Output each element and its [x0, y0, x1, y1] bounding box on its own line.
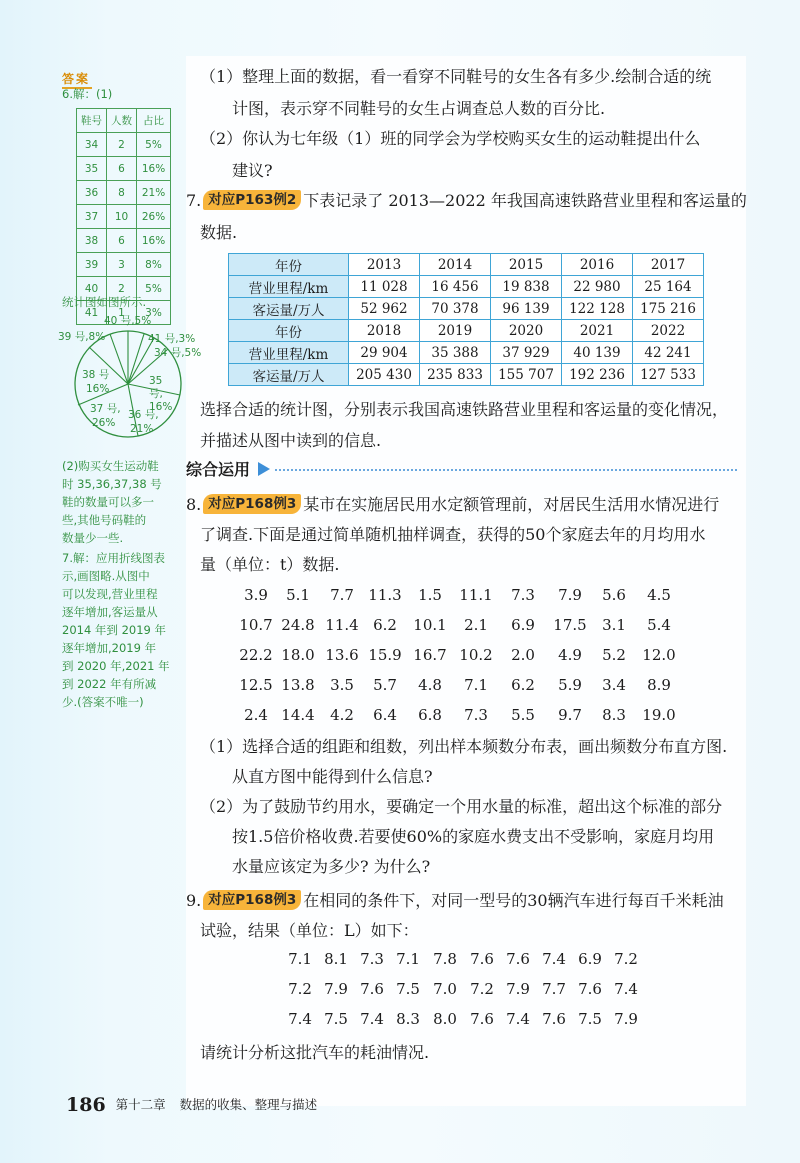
data-row: [236, 700, 682, 730]
data-row: [236, 580, 682, 610]
data-row: [236, 610, 682, 640]
data-row: [236, 640, 682, 670]
table-cell: 6: [107, 157, 137, 181]
data-value: 5.4: [647, 616, 671, 634]
data-value: 11.3: [368, 586, 402, 604]
q8-part1-line1: （1）选择合适的组距和组数，列出样本频数分布表，画出频数分布直方图.: [200, 737, 728, 756]
data-value: 7.9: [614, 1010, 638, 1028]
data-value: 4.9: [558, 646, 582, 664]
data-value: 10.2: [459, 646, 493, 664]
table-cell: 6: [107, 229, 137, 253]
table-cell: 2022: [633, 320, 704, 342]
data-value: 6.2: [511, 676, 535, 694]
data-value: 2.4: [244, 706, 268, 724]
data-value: 6.9: [511, 616, 535, 634]
table-row: [77, 181, 171, 205]
table-cell: 205 430: [349, 364, 420, 386]
q7-number: 7.: [186, 191, 202, 210]
data-value: 7.9: [506, 980, 530, 998]
table-cell: 175 216: [633, 298, 704, 320]
pie-label-36-pct: 21%: [130, 423, 154, 435]
q8-part2-line2: 按1.5倍价格收费.若要使60%的家庭水费支出不受影响，家庭月均用: [232, 827, 715, 846]
data-value: 5.1: [286, 586, 310, 604]
pie-label-35: 35: [149, 375, 163, 387]
data-value: 7.3: [511, 586, 535, 604]
data-value: 14.4: [281, 706, 315, 724]
data-value: 7.3: [464, 706, 488, 724]
table-cell: 29 904: [349, 342, 420, 364]
data-value: 7.6: [470, 1010, 494, 1028]
data-value: 5.6: [602, 586, 626, 604]
data-value: 2.0: [511, 646, 535, 664]
table-row: [229, 364, 704, 386]
data-value: 6.4: [373, 706, 397, 724]
q8-line2: 了调查.下面是通过简单随机抽样调查，获得的50个家庭去年的月均用水: [200, 525, 706, 544]
row-header: 客运量/万人: [229, 298, 349, 320]
data-value: 7.1: [464, 676, 488, 694]
data-row: [282, 974, 644, 1004]
table-cell: 2013: [349, 254, 420, 276]
data-value: 9.7: [558, 706, 582, 724]
q7-reference-badge: 对应P163例2: [203, 190, 301, 210]
q8-line1: [186, 490, 719, 520]
q7-after-line1: 选择合适的统计图，分别表示我国高速铁路营业里程和客运量的变化情况，: [200, 400, 729, 419]
data-value: 6.2: [373, 616, 397, 634]
data-value: 7.5: [396, 980, 420, 998]
data-row: [282, 1004, 644, 1034]
table-cell: 39: [77, 253, 107, 277]
data-value: 7.4: [614, 980, 638, 998]
page-footer: [66, 1094, 317, 1116]
q7-line2: 数据.: [200, 223, 238, 242]
q7-text: 下表记录了 2013—2022 年我国高速铁路营业里程和客运量的: [303, 191, 747, 210]
table-cell: 26%: [137, 205, 171, 229]
table-row: [77, 133, 171, 157]
pie-label-35-pct: 16%: [149, 401, 173, 413]
data-value: 8.9: [647, 676, 671, 694]
table-cell: 37 929: [491, 342, 562, 364]
q6-part2-line1: （2）你认为七年级（1）班的同学会为学校购买女生的运动鞋提出什么: [200, 129, 701, 148]
q9-line2: 试验，结果（单位：L）如下：: [200, 921, 419, 940]
data-value: 7.7: [542, 980, 566, 998]
chapter-title: 数据的收集、整理与描述: [179, 1097, 318, 1112]
row-header: 营业里程/km: [229, 342, 349, 364]
page-number: 186: [66, 1094, 106, 1116]
table-cell: 96 139: [491, 298, 562, 320]
table-cell: 8: [107, 181, 137, 205]
data-value: 11.4: [325, 616, 359, 634]
data-value: 7.5: [578, 1010, 602, 1028]
table-cell: 5%: [137, 277, 171, 301]
q7-line1: [186, 186, 747, 216]
data-value: 7.5: [324, 1010, 348, 1028]
q8-reference-badge: 对应P168例3: [203, 494, 301, 514]
data-value: 7.6: [360, 980, 384, 998]
table-cell: 41: [77, 301, 107, 325]
data-value: 13.8: [281, 676, 315, 694]
data-value: 4.2: [330, 706, 354, 724]
pie-label-36: 36 号,: [128, 409, 159, 421]
row-header: 营业里程/km: [229, 276, 349, 298]
q6-part2-line2: 建议?: [232, 161, 273, 180]
table-cell: 2017: [633, 254, 704, 276]
table-cell: 21%: [137, 181, 171, 205]
section-arrow-icon: [258, 462, 270, 476]
header-cell: 人数: [107, 109, 137, 133]
chart-note: 统计图如图所示.: [62, 295, 147, 309]
data-value: 8.0: [433, 1010, 457, 1028]
table-cell: 34: [77, 133, 107, 157]
data-value: 7.6: [470, 950, 494, 968]
table-row: [229, 342, 704, 364]
data-value: 3.1: [602, 616, 626, 634]
q9-text: 在相同的条件下，对同一型号的30辆汽车进行每百千米耗油: [303, 891, 724, 910]
shoe-size-pie-chart: [58, 312, 202, 452]
pie-label-39: 39 号,8%: [58, 331, 106, 343]
table-cell: 40: [77, 277, 107, 301]
pie-label-34: 34 号,5%: [154, 347, 202, 359]
data-value: 24.8: [281, 616, 315, 634]
q8-part2-line3: 水量应该定为多少? 为什么?: [232, 857, 431, 876]
answer-q6-2-line: 数量少一些.: [62, 531, 124, 545]
table-cell: 2: [107, 277, 137, 301]
data-value: 7.8: [433, 950, 457, 968]
table-cell: 192 236: [562, 364, 633, 386]
data-value: 12.5: [239, 676, 273, 694]
answer-q7-line: 逐年增加,客运量从: [62, 605, 158, 619]
data-value: 4.5: [647, 586, 671, 604]
pie-label-40: 40 号,5%: [104, 315, 152, 327]
table-row: [229, 320, 704, 342]
answer-q7-line: 7.解：应用折线图表: [62, 551, 165, 565]
data-value: 7.1: [396, 950, 420, 968]
table-cell: 25 164: [633, 276, 704, 298]
q9-closing: 请统计分析这批汽车的耗油情况.: [200, 1043, 430, 1062]
q8-line3: 量（单位：t）数据.: [200, 555, 340, 574]
table-cell: 16 456: [420, 276, 491, 298]
header-cell: 占比: [137, 109, 171, 133]
data-row: [282, 944, 644, 974]
table-cell: 19 838: [491, 276, 562, 298]
table-cell: 2014: [420, 254, 491, 276]
data-value: 8.1: [324, 950, 348, 968]
table-cell: 2: [107, 133, 137, 157]
table-cell: 70 378: [420, 298, 491, 320]
answer-q7-line: 可以发现,营业里程: [62, 587, 158, 601]
data-value: 7.0: [433, 980, 457, 998]
data-value: 10.1: [413, 616, 447, 634]
data-value: 7.1: [288, 950, 312, 968]
shoe-size-table: [76, 108, 171, 325]
table-cell: 235 833: [420, 364, 491, 386]
table-cell: 2021: [562, 320, 633, 342]
table-cell: 2016: [562, 254, 633, 276]
data-value: 3.5: [330, 676, 354, 694]
q8-part2-line1: （2）为了鼓励节约用水，要确定一个用水量的标准，超出这个标准的部分: [200, 797, 723, 816]
q9-number: 9.: [186, 891, 202, 910]
table-row: [229, 298, 704, 320]
table-cell: 40 139: [562, 342, 633, 364]
table-cell: 22 980: [562, 276, 633, 298]
table-cell: 3: [107, 253, 137, 277]
pie-label-38-pct: 16%: [86, 383, 110, 395]
answer-q6-label: 6.解：(1): [62, 87, 113, 101]
table-cell: 1: [107, 301, 137, 325]
table-cell: 37: [77, 205, 107, 229]
q8-text: 某市在实施居民用水定额管理前，对居民生活用水情况进行: [303, 495, 720, 514]
q9-data-grid: [282, 944, 644, 1034]
q8-part1-line2: 从直方图中能得到什么信息?: [232, 767, 433, 786]
data-value: 7.9: [324, 980, 348, 998]
answer-title: 答案: [62, 70, 92, 89]
data-value: 7.7: [330, 586, 354, 604]
q9-reference-badge: 对应P168例3: [203, 890, 301, 910]
pie-label-35-suffix: 号,: [149, 388, 163, 400]
data-value: 7.6: [542, 1010, 566, 1028]
table-cell: 2015: [491, 254, 562, 276]
answer-q6-2-line: 些,其他号码鞋的: [62, 513, 147, 527]
table-cell: 122 128: [562, 298, 633, 320]
table-cell: 8%: [137, 253, 171, 277]
data-value: 2.1: [464, 616, 488, 634]
pie-label-41: 41 号,3%: [148, 333, 196, 345]
data-value: 1.5: [418, 586, 442, 604]
table-cell: 42 241: [633, 342, 704, 364]
pie-label-37-pct: 26%: [92, 417, 116, 429]
table-cell: 36: [77, 181, 107, 205]
data-value: 5.7: [373, 676, 397, 694]
data-value: 7.4: [506, 1010, 530, 1028]
data-value: 22.2: [239, 646, 273, 664]
table-row: [229, 254, 704, 276]
data-row: [236, 670, 682, 700]
data-value: 18.0: [281, 646, 315, 664]
section-title: 综合运用: [186, 460, 251, 479]
answer-q7-line: 少.(答案不唯一): [62, 695, 144, 709]
table-row: [77, 253, 171, 277]
table-cell: 38: [77, 229, 107, 253]
pie-label-38: 38 号: [82, 369, 110, 381]
q9-line1: [186, 886, 724, 916]
data-value: 7.6: [578, 980, 602, 998]
table-cell: 16%: [137, 229, 171, 253]
data-value: 3.4: [602, 676, 626, 694]
answer-q7-line: 到 2020 年,2021 年: [62, 659, 170, 673]
data-value: 4.8: [418, 676, 442, 694]
table-cell: 35 388: [420, 342, 491, 364]
data-value: 7.2: [470, 980, 494, 998]
data-value: 19.0: [642, 706, 676, 724]
data-value: 7.2: [614, 950, 638, 968]
table-cell: 35: [77, 157, 107, 181]
table-header-row: [77, 109, 171, 133]
table-row: [77, 205, 171, 229]
data-value: 17.5: [553, 616, 587, 634]
chapter-label: 第十二章: [115, 1097, 166, 1112]
data-value: 16.7: [413, 646, 447, 664]
table-row: [77, 229, 171, 253]
data-value: 5.5: [511, 706, 535, 724]
table-row: [77, 157, 171, 181]
table-cell: 127 533: [633, 364, 704, 386]
data-value: 7.6: [506, 950, 530, 968]
section-divider: [275, 469, 737, 471]
q8-data-grid: [236, 580, 682, 730]
table-cell: 11 028: [349, 276, 420, 298]
data-value: 15.9: [368, 646, 402, 664]
answer-q7-line: 示,画图略.从图中: [62, 569, 150, 583]
pie-label-37: 37 号,: [90, 403, 121, 415]
row-header: 客运量/万人: [229, 364, 349, 386]
answer-q6-2-line: (2)购买女生运动鞋: [62, 459, 159, 473]
table-cell: 2019: [420, 320, 491, 342]
table-cell: 3%: [137, 301, 171, 325]
table-row: [229, 276, 704, 298]
data-value: 7.4: [288, 1010, 312, 1028]
data-value: 7.4: [360, 1010, 384, 1028]
data-value: 7.3: [360, 950, 384, 968]
data-value: 5.2: [602, 646, 626, 664]
data-value: 12.0: [642, 646, 676, 664]
answer-q7-line: 到 2022 年有所减: [62, 677, 157, 691]
answer-q7-line: 2014 年到 2019 年: [62, 623, 166, 637]
data-value: 8.3: [396, 1010, 420, 1028]
answer-q7-line: 逐年增加,2019 年: [62, 641, 157, 655]
table-cell: 52 962: [349, 298, 420, 320]
table-cell: 155 707: [491, 364, 562, 386]
row-header: 年份: [229, 320, 349, 342]
q8-number: 8.: [186, 495, 202, 514]
table-cell: 16%: [137, 157, 171, 181]
table-cell: 2018: [349, 320, 420, 342]
data-value: 3.9: [244, 586, 268, 604]
table-cell: 10: [107, 205, 137, 229]
data-value: 7.9: [558, 586, 582, 604]
data-value: 6.9: [578, 950, 602, 968]
data-value: 10.7: [239, 616, 273, 634]
table-cell: 5%: [137, 133, 171, 157]
answer-q6-2-line: 时 35,36,37,38 号: [62, 477, 162, 491]
answer-q6-2-line: 鞋的数量可以多一: [62, 495, 154, 509]
q7-after-line2: 并描述从图中读到的信息.: [200, 431, 382, 450]
data-value: 8.3: [602, 706, 626, 724]
q6-part1-line2: 计图，表示穿不同鞋号的女生占调查总人数的百分比.: [232, 99, 606, 118]
data-value: 13.6: [325, 646, 359, 664]
data-value: 5.9: [558, 676, 582, 694]
q6-part1-line1: （1）整理上面的数据，看一看穿不同鞋号的女生各有多少.绘制合适的统: [200, 67, 712, 86]
data-value: 7.2: [288, 980, 312, 998]
data-value: 11.1: [459, 586, 493, 604]
header-cell: 鞋号: [77, 109, 107, 133]
data-value: 7.4: [542, 950, 566, 968]
data-value: 6.8: [418, 706, 442, 724]
railway-data-table: [228, 253, 704, 386]
row-header: 年份: [229, 254, 349, 276]
table-cell: 2020: [491, 320, 562, 342]
